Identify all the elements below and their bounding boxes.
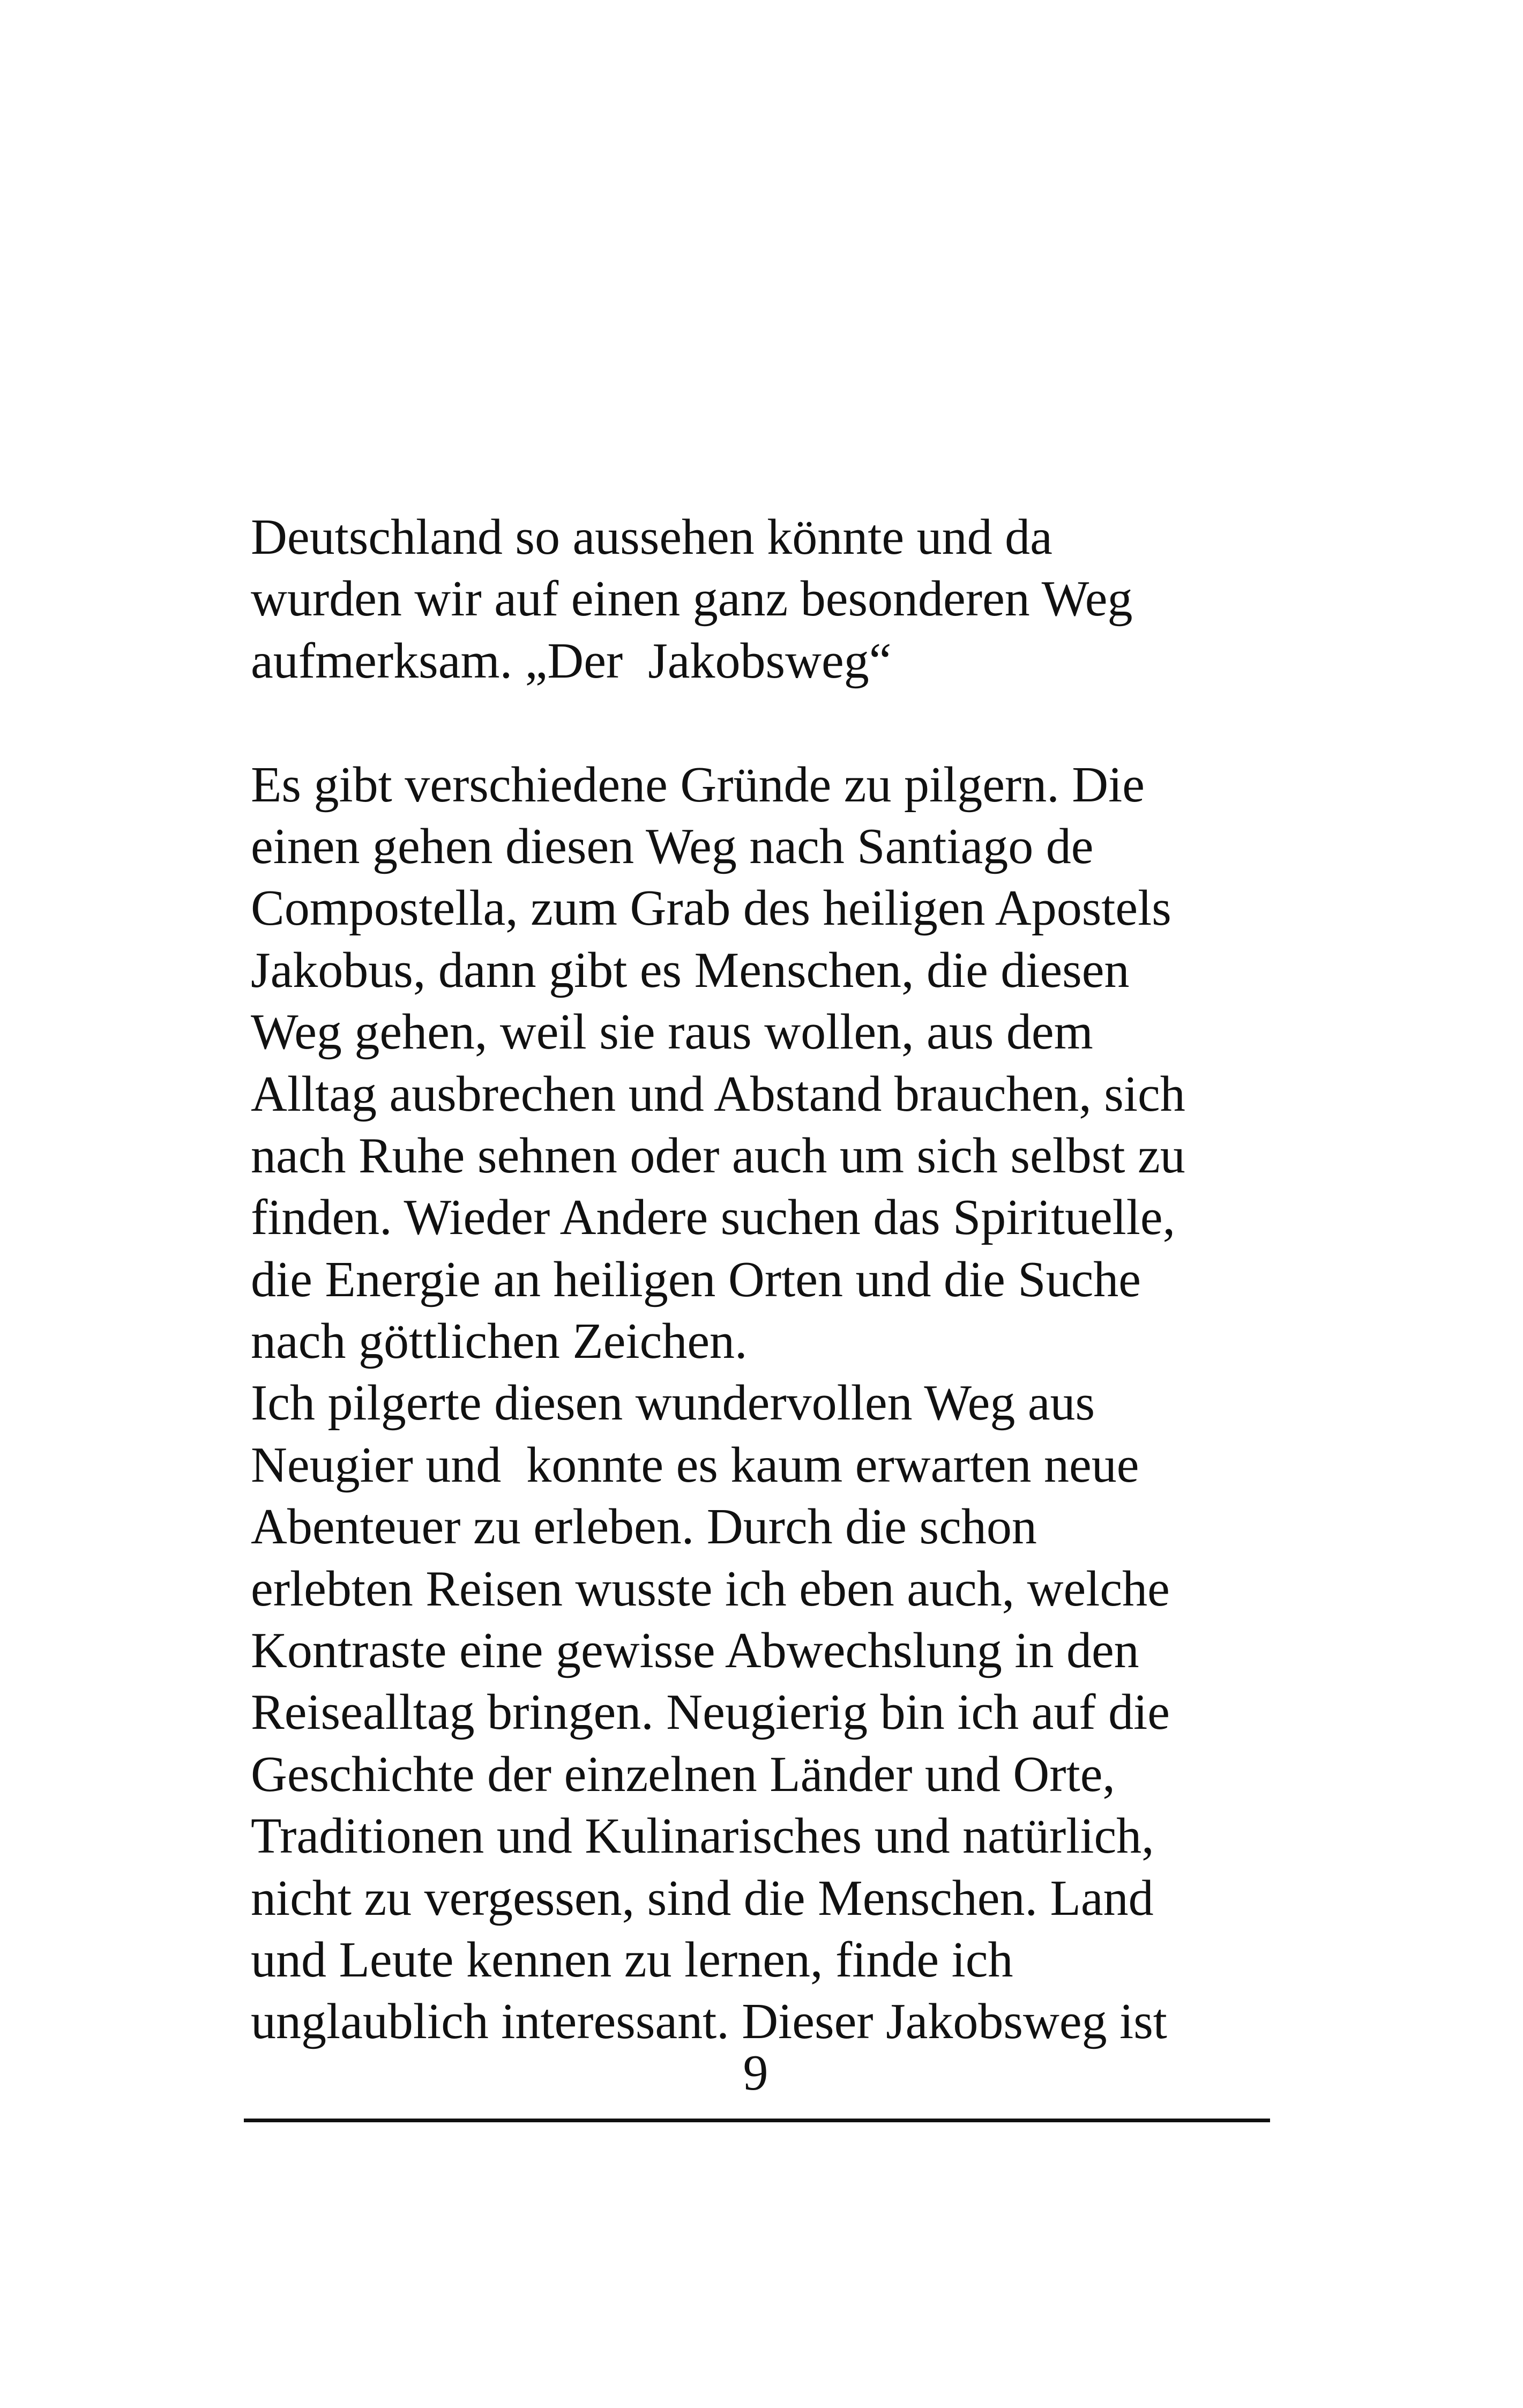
- text-line: einen gehen diesen Weg nach Santiago de: [251, 818, 1094, 874]
- text-line: Deutschland so aussehen könnte und da: [251, 509, 1052, 565]
- text-line: erlebten Reisen wusste ich eben auch, welche: [251, 1560, 1170, 1617]
- text-line: aufmerksam. „Der Jakobsweg“: [251, 633, 892, 689]
- text-line: Reisealltag bringen. Neugierig bin ich auf die: [251, 1684, 1170, 1741]
- text-line: nach Ruhe sehnen oder auch um sich selbst zu: [251, 1127, 1185, 1184]
- text-line: wurden wir auf einen ganz besonderen Weg: [251, 571, 1133, 627]
- text-line: Ich pilgerte diesen wundervollen Weg aus: [251, 1375, 1095, 1431]
- text-line: finden. Wieder Andere suchen das Spirituelle,: [251, 1190, 1176, 1246]
- text-line: Compostella, zum Grab des heiligen Apostels: [251, 880, 1171, 937]
- text-line: Geschichte der einzelnen Länder und Orte,: [251, 1746, 1115, 1802]
- text-line: Traditionen und Kulinarisches und natürlich,: [251, 1808, 1154, 1864]
- text-line: nicht zu vergessen, sind die Menschen. Land: [251, 1870, 1154, 1926]
- text-line: Alltag ausbrechen und Abstand brauchen, sich: [251, 1066, 1185, 1122]
- text-line: unglaublich interessant. Dieser Jakobsweg ist: [251, 1994, 1167, 2050]
- text-line: und Leute kennen zu lernen, finde ich: [251, 1931, 1013, 1988]
- body-text: [251, 507, 1269, 2053]
- text-line: nach göttlichen Zeichen.: [251, 1313, 748, 1370]
- text-line: Jakobus, dann gibt es Menschen, die diesen: [251, 942, 1130, 998]
- text-line: Abenteuer zu erleben. Durch die schon: [251, 1499, 1037, 1555]
- text-line: die Energie an heiligen Orten und die Suche: [251, 1251, 1141, 1307]
- text-line: Weg gehen, weil sie raus wollen, aus dem: [251, 1004, 1093, 1060]
- text-line: Es gibt verschiedene Gründe zu pilgern. Die: [251, 756, 1145, 813]
- text-line: Kontraste eine gewisse Abwechslung in den: [251, 1623, 1139, 1679]
- text-line: Neugier und konnte es kaum erwarten neue: [251, 1437, 1139, 1493]
- page-number: 9: [743, 2045, 768, 2101]
- blank-line: [251, 692, 1269, 754]
- footer-rule: [244, 2119, 1270, 2122]
